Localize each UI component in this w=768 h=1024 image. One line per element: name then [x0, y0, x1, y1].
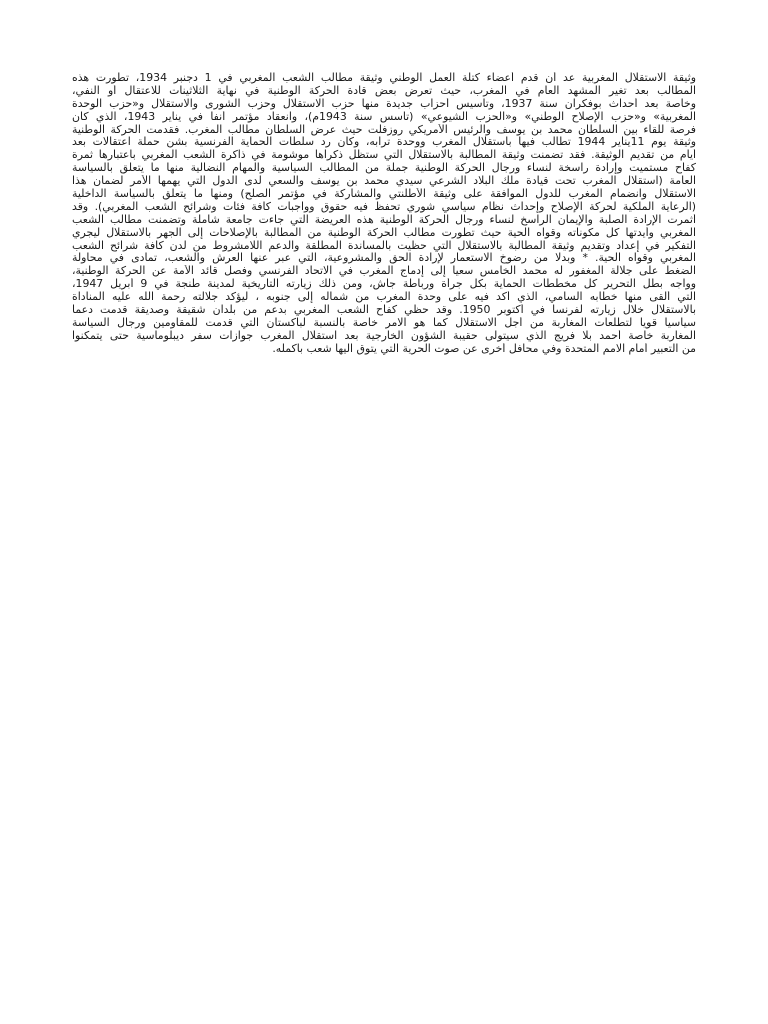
text-line: وثيقة الاستقلال المغربية عد أن قدم أعضاء كتلة العمل الوطني وثيقة مطالب الشعب المغربي في 1 دجنبر 1934، تطورت هذه	[72, 72, 696, 84]
text-line: وخاصة بعد أحداث بوفكران سنة 1937، وتأسيس أحزاب جديدة منها حزب الاستقلال وحزب الشورى والاستقلال و«حزب الوحدة	[72, 97, 696, 110]
text-line: التي ألقى منها خطابه السامي، الذي أكد فيه على وحدة المغرب من شماله إلى جنوبه ، ليؤكد جلالته رحمة الله عليه المناداة	[72, 291, 696, 304]
text-line: المغربية» و«حزب الإصلاح الوطني» و«الحزب الشيوعي» (تأسس سنة 1943م)، وانعقاد مؤتمر أنفا في يناير 1943، الذي كان	[72, 110, 696, 123]
text-line: بالاستقلال خلال زيارته لفرنسا في أكتوبر 1950. وقد حظي كفاح الشعب المغربي بدعم من بلدان شقيقة وصديقة قدمت دعما	[72, 304, 696, 317]
text-line: المطالب بعد تغير المشهد العام في المغرب، حيث تعرض بعض قادة الحركة الوطنية في نهاية الثلاثينات للاعتقال أو النفي،	[72, 84, 696, 97]
article-body	[72, 72, 696, 356]
text-line: المغربي وقواه الحية. * وبدلا من رضوخ الاستعمار لإرادة الحق والمشروعية، التي عبر عنها العرش والشعب، تمادى في محاولة	[72, 252, 696, 265]
text-line: سياسيا قويا لتطلعات المغاربة من أجل الاستقلال كما هو الامر خاصة بالنسبة لباكستان التي قدمت للمقاومين ورجال السياسة	[72, 316, 696, 329]
text-line: الاستقلال وانضمام المغرب للدول الموافقة على وثيقة الأطلنتي والمشاركة في مؤتمر الصلح) ومنها ما يتعلق بالسياسة الداخلية	[72, 188, 696, 201]
text-line: (الرعاية الملكية لحركة الإصلاح وإحداث نظام سياسي شوري تحفظ فيه حقوق وواجبات كافة فئات وشرائح الشعب المغربي). وقد	[72, 200, 696, 213]
text-line: المغربي وأيدتها كل مكوناته وقواه الحية حيث تطورت مطالب الحركة الوطنية من المطالبة بالإصلاحات إلى الجهر بالاستقلال ليجري	[72, 226, 696, 239]
text-line: أثمرت الإرادة الصلبة والإيمان الراسخ لنساء ورجال الحركة الوطنية هذه العريضة التي جاءت جامعة شاملة وتضمنت مطالب الشعب	[72, 213, 696, 226]
text-line: من التعبير أمام الامم المتحدة وفي محافل أخرى عن صوت الحرية التي يتوق اليها شعب بأكمله.	[272, 342, 696, 355]
text-line: العامة (استقلال المغرب تحت قيادة ملك البلاد الشرعي سيدي محمد بن يوسف والسعي لدى الدول التي يهمها الأمر لضمان هذا	[72, 175, 696, 188]
text-line: الضغط على جلالة المغفور له محمد الخامس سعيا إلى إدماج المغرب في الاتحاد الفرنسي وفصل قائد الأمة عن الحركة الوطنية،	[72, 265, 696, 278]
text-line: أيام من تقديم الوثيقة. فقد تضمنت وثيقة المطالبة بالاستقلال التي ستظل ذكراها موشومة في ذاكرة الشعب المغربي باعتبارها ثمرة	[72, 149, 696, 162]
text-line: وثيقة يوم 11يناير 1944 تطالب فيها باستقلال المغرب ووحدة ترابه، وكان رد سلطات الحماية الفرنسية بشن حملة اعتقالات بعد	[72, 136, 696, 149]
text-line: وواجه بطل التحرير كل مخططات الحماية بكل جرأة ورباطة جأش، ومن ذلك زيارته التاريخية لمدينة طنجة في 9 أبريل 1947،	[72, 278, 696, 291]
text-line: المغاربة خاصة أحمد بلا فريج الذي سيتولى حقيبة الشؤون الخارجية بعد استقلال المغرب جوازات سفر ديبلوماسية حتى يتمكنوا	[72, 329, 696, 342]
text-line: كفاح مستميت وإرادة راسخة لنساء ورجال الحركة الوطنية جملة من المطالب السياسية والمهام النضالية منها ما يتعلق بالسياسة	[72, 162, 696, 175]
text-line: فرصة للقاء بين السلطان محمد بن يوسف والرئيس الأمريكي روزفلت حيث عرض السلطان مطالب المغرب. فقدمت الحركة الوطنية	[72, 123, 696, 136]
text-line: التفكير في إعداد وتقديم وثيقة المطالبة بالاستقلال التي حظيت بالمساندة المطلقة والدعم اللامشروط من لدن كافة شرائح الشعب	[72, 239, 696, 252]
